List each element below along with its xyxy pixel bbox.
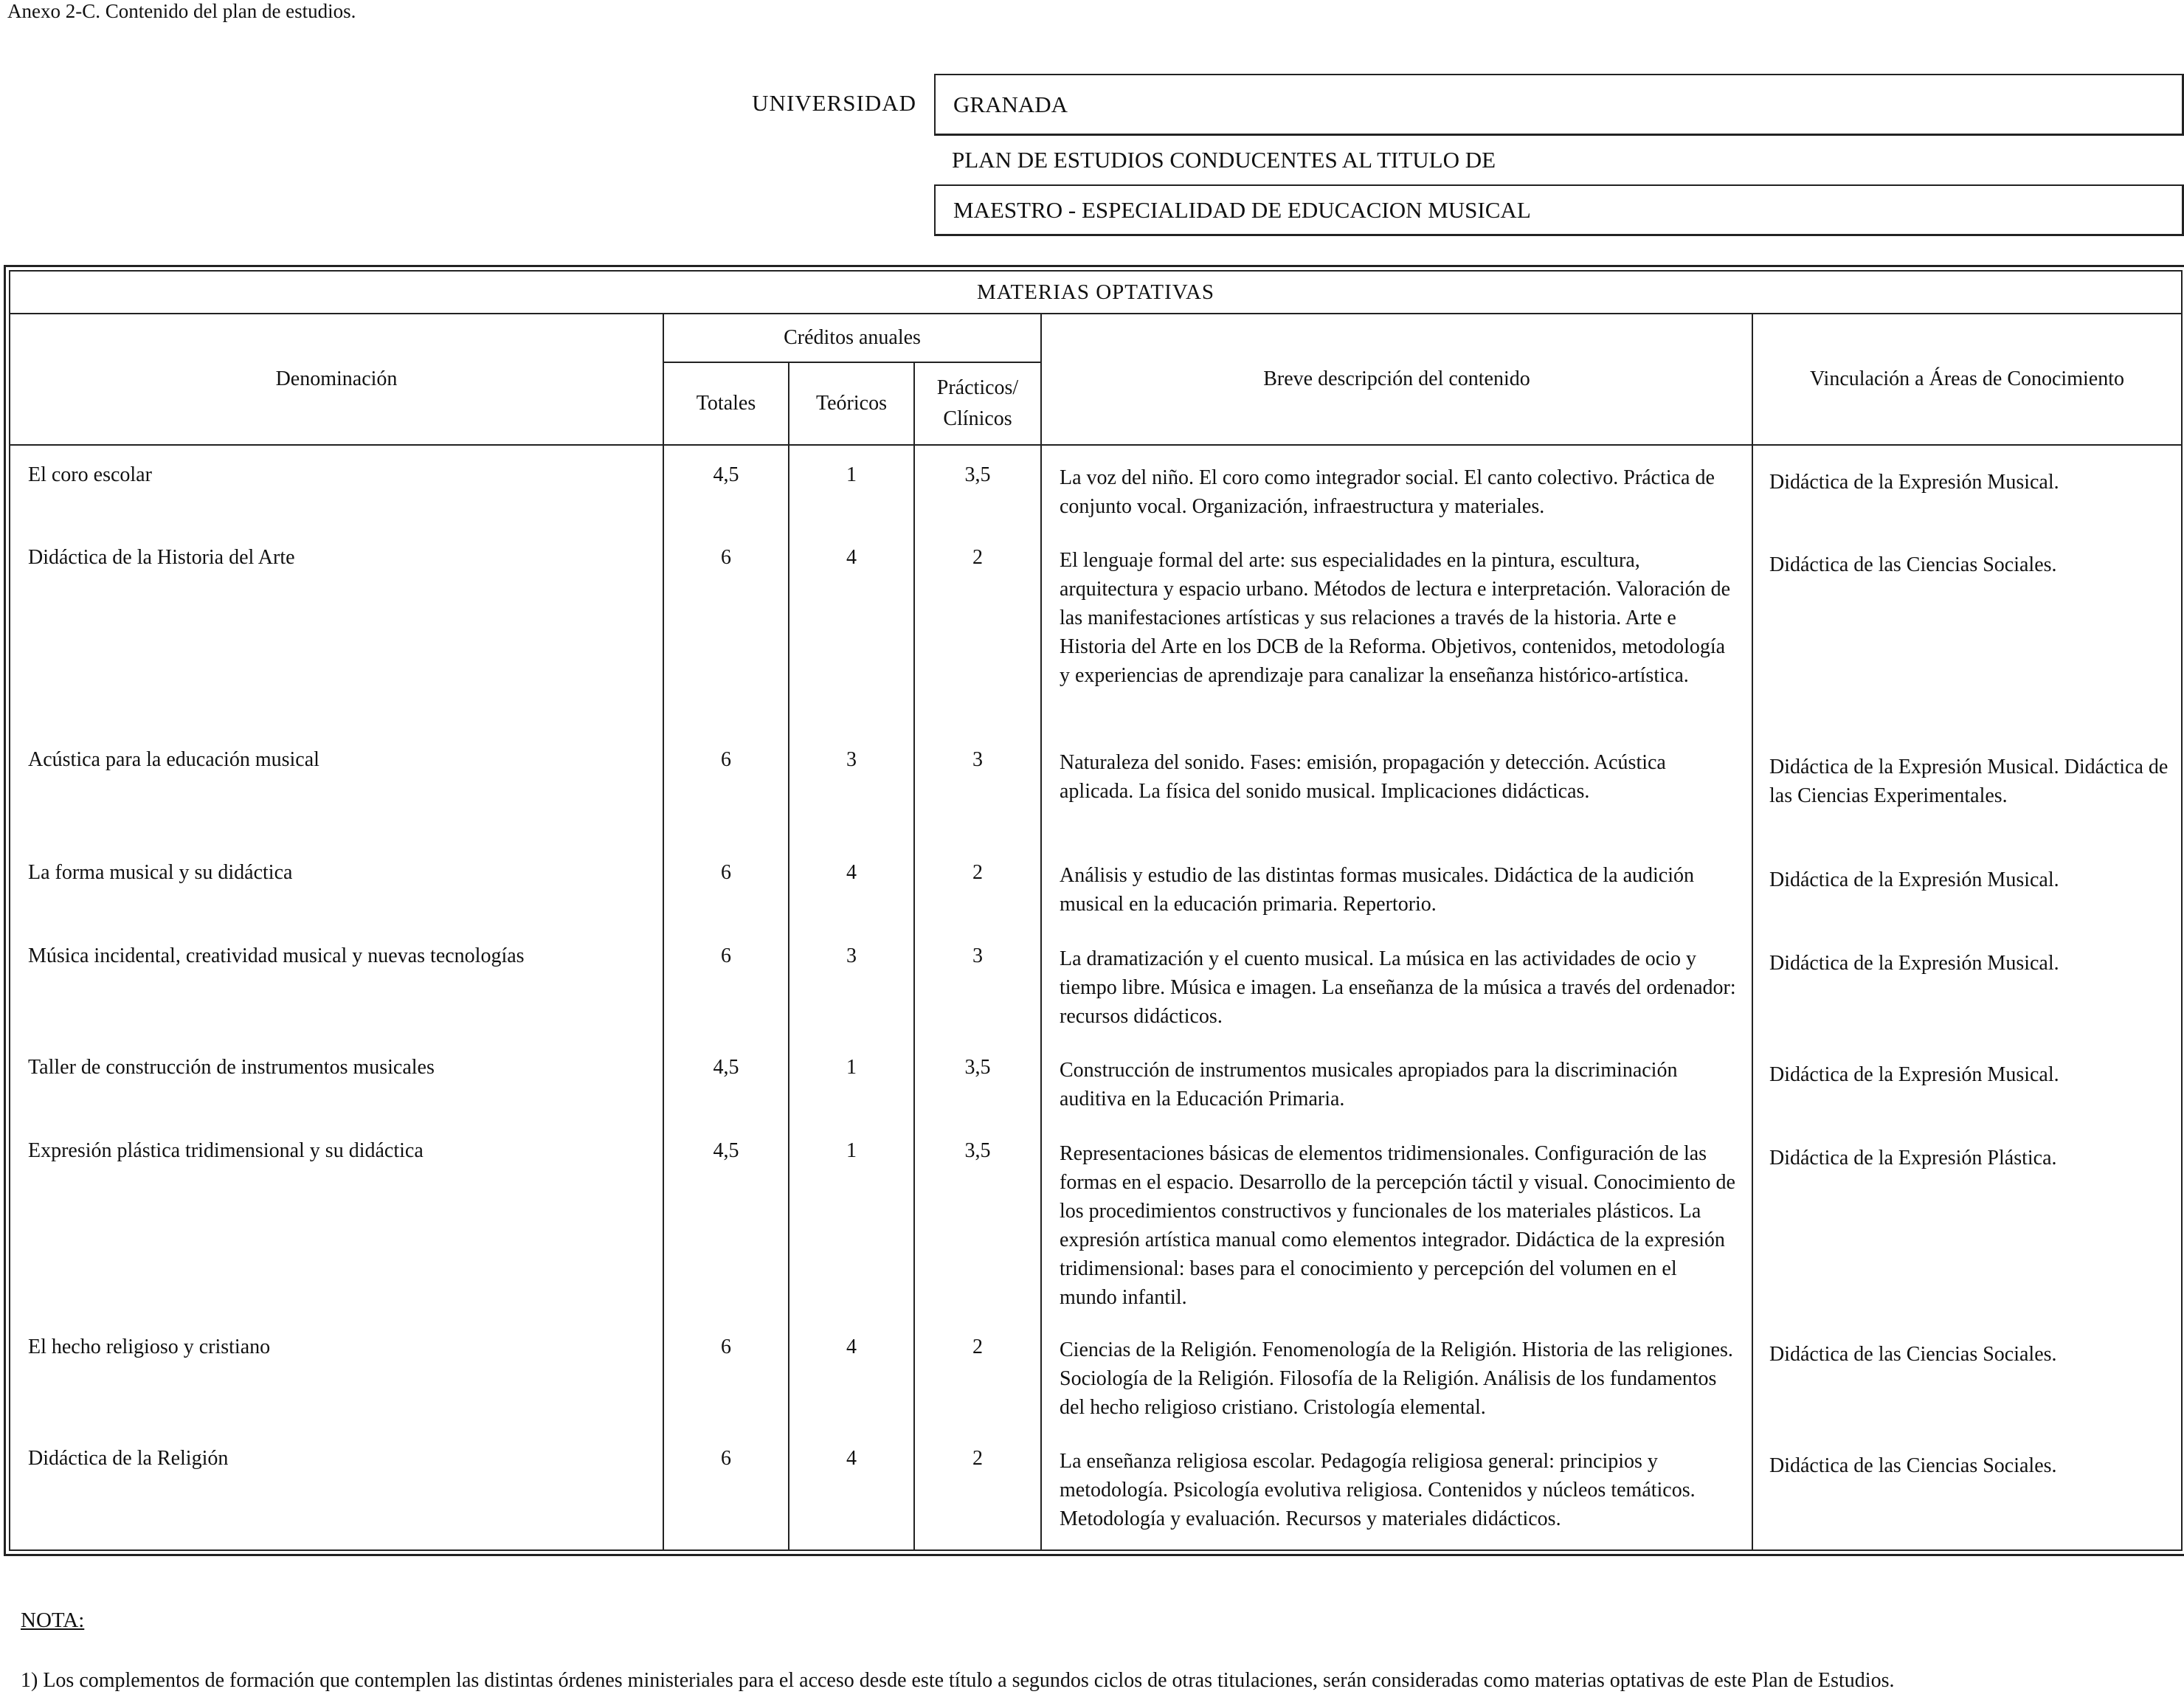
subject-name: Didáctica de la Historia del Arte bbox=[10, 528, 663, 730]
credits-theory: 3 bbox=[789, 927, 914, 1038]
credits-practice: 2 bbox=[914, 1318, 1041, 1429]
table-row bbox=[10, 528, 2182, 730]
table-row bbox=[10, 445, 2182, 528]
note-label: NOTA: bbox=[21, 1609, 85, 1632]
subject-description: Naturaleza del sonido. Fases: emisión, propagación y detección. Acústica aplicada. La física del sonido musical. Implicaciones didácticas. bbox=[1041, 730, 1752, 843]
plan-title-text: PLAN DE ESTUDIOS CONDUCENTES AL TITULO DE bbox=[952, 147, 1496, 173]
table-row bbox=[10, 927, 2182, 1038]
credits-total: 6 bbox=[663, 1429, 789, 1550]
credits-total: 6 bbox=[663, 843, 789, 927]
credits-total: 6 bbox=[663, 927, 789, 1038]
subject-description: Ciencias de la Religión. Fenomenología de la Religión. Historia de las religiones. Sociología de la Religión. Filosofía de la Religión. Análisis de los fundamentos del hecho religioso cristiano. Cristología elemental. bbox=[1041, 1318, 1752, 1429]
table-row bbox=[10, 1122, 2182, 1318]
subject-areas: Didáctica de la Expresión Musical. bbox=[1752, 927, 2182, 1038]
header-creditos: Créditos anuales bbox=[663, 314, 1041, 362]
credits-total: 6 bbox=[663, 1318, 789, 1429]
header-practicos: Prácticos/ Clínicos bbox=[914, 362, 1041, 445]
subject-areas: Didáctica de la Expresión Musical. bbox=[1752, 843, 2182, 927]
subject-areas: Didáctica de las Ciencias Sociales. bbox=[1752, 1429, 2182, 1550]
credits-theory: 1 bbox=[789, 1122, 914, 1318]
table-row bbox=[10, 1038, 2182, 1122]
header-descripcion: Breve descripción del contenido bbox=[1041, 314, 1752, 445]
table-row bbox=[10, 1318, 2182, 1429]
subject-areas: Didáctica de las Ciencias Sociales. bbox=[1752, 528, 2182, 730]
header-vinculacion: Vinculación a Áreas de Conocimiento bbox=[1752, 314, 2182, 445]
subject-areas: Didáctica de la Expresión Plástica. bbox=[1752, 1122, 2182, 1318]
credits-total: 4,5 bbox=[663, 445, 789, 528]
credits-practice: 3,5 bbox=[914, 445, 1041, 528]
university-label: UNIVERSIDAD bbox=[752, 90, 916, 116]
credits-practice: 3 bbox=[914, 927, 1041, 1038]
table-row bbox=[10, 1429, 2182, 1550]
subject-description: Construcción de instrumentos musicales apropiados para la discriminación auditiva en la Educación Primaria. bbox=[1041, 1038, 1752, 1122]
credits-practice: 2 bbox=[914, 1429, 1041, 1550]
credits-practice: 3,5 bbox=[914, 1038, 1041, 1122]
credits-total: 4,5 bbox=[663, 1122, 789, 1318]
subject-areas: Didáctica de la Expresión Musical. Didáctica de las Ciencias Experimentales. bbox=[1752, 730, 2182, 843]
subject-name: El hecho religioso y cristiano bbox=[10, 1318, 663, 1429]
header-denominacion: Denominación bbox=[10, 314, 663, 445]
credits-theory: 1 bbox=[789, 445, 914, 528]
table-row bbox=[10, 730, 2182, 843]
subject-name: Didáctica de la Religión bbox=[10, 1429, 663, 1550]
subject-description: El lenguaje formal del arte: sus especialidades en la pintura, escultura, arquitectura y espacio urbano. Métodos de lectura e interpretación. Valoración de las manifestaciones artísticas y sus relaciones a través de la historia. Arte e Historia del Arte en los DCB de la Reforma. Objetivos, contenidos, metodología y experiencias de aprendizaje para canalizar la enseñanza histórico-artística. bbox=[1041, 528, 1752, 730]
subject-description: La dramatización y el cuento musical. La música en las actividades de ocio y tiempo libre. Música e imagen. La enseñanza de la música a través del ordenador: recursos didácticos. bbox=[1041, 927, 1752, 1038]
note-text: 1) Los complementos de formación que contemplen las distintas órdenes ministeriales para el acceso desde este título a segundos ciclos de otras titulaciones, serán consideradas como materias optativas de este Plan de Estudios. bbox=[21, 1669, 1895, 1692]
subject-name: La forma musical y su didáctica bbox=[10, 843, 663, 927]
subject-areas: Didáctica de las Ciencias Sociales. bbox=[1752, 1318, 2182, 1429]
header-teoricos: Teóricos bbox=[789, 362, 914, 445]
subject-description: Análisis y estudio de las distintas formas musicales. Didáctica de la audición musical en la educación primaria. Repertorio. bbox=[1041, 843, 1752, 927]
university-box bbox=[934, 74, 2184, 136]
credits-practice: 3 bbox=[914, 730, 1041, 843]
subject-description: La enseñanza religiosa escolar. Pedagogía religiosa general: principios y metodología. Psicología evolutiva religiosa. Contenidos y núcleos temáticos. Metodología y evaluación. Recursos y materiales didácticos. bbox=[1041, 1429, 1752, 1550]
subject-name: Expresión plástica tridimensional y su didáctica bbox=[10, 1122, 663, 1318]
university-value: GRANADA bbox=[953, 91, 1068, 117]
credits-theory: 4 bbox=[789, 528, 914, 730]
credits-practice: 2 bbox=[914, 528, 1041, 730]
degree-box bbox=[934, 184, 2184, 236]
credits-theory: 1 bbox=[789, 1038, 914, 1122]
credits-total: 4,5 bbox=[663, 1038, 789, 1122]
credits-theory: 3 bbox=[789, 730, 914, 843]
subject-areas: Didáctica de la Expresión Musical. bbox=[1752, 1038, 2182, 1122]
credits-total: 6 bbox=[663, 528, 789, 730]
degree-value: MAESTRO - ESPECIALIDAD DE EDUCACION MUSICAL bbox=[953, 196, 1531, 223]
subject-name: El coro escolar bbox=[10, 445, 663, 528]
subject-name: Acústica para la educación musical bbox=[10, 730, 663, 843]
header-totales: Totales bbox=[663, 362, 789, 445]
optional-subjects-table bbox=[9, 270, 2183, 1551]
table-row bbox=[10, 843, 2182, 927]
credits-practice: 2 bbox=[914, 843, 1041, 927]
subject-areas: Didáctica de la Expresión Musical. bbox=[1752, 445, 2182, 528]
subject-description: La voz del niño. El coro como integrador social. El canto colectivo. Práctica de conjunto vocal. Organización, infraestructura y materiales. bbox=[1041, 445, 1752, 528]
credits-practice: 3,5 bbox=[914, 1122, 1041, 1318]
credits-theory: 4 bbox=[789, 1318, 914, 1429]
subject-name: Música incidental, creatividad musical y nuevas tecnologías bbox=[10, 927, 663, 1038]
credits-theory: 4 bbox=[789, 1429, 914, 1550]
subject-description: Representaciones básicas de elementos tridimensionales. Configuración de las formas en el espacio. Desarrollo de la percepción táctil y visual. Conocimiento de los procedimientos constructivos y funcionales de los materiales plásticos. La expresión artística manual como elementos integrador. Didáctica de la expresión tridimensional: bases para el conocimiento y percepción del volumen en el mundo infantil. bbox=[1041, 1122, 1752, 1318]
credits-theory: 4 bbox=[789, 843, 914, 927]
credits-total: 6 bbox=[663, 730, 789, 843]
section-title: MATERIAS OPTATIVAS bbox=[10, 271, 2182, 314]
annex-title: Anexo 2-C. Contenido del plan de estudios. bbox=[7, 0, 356, 22]
subject-name: Taller de construcción de instrumentos musicales bbox=[10, 1038, 663, 1122]
